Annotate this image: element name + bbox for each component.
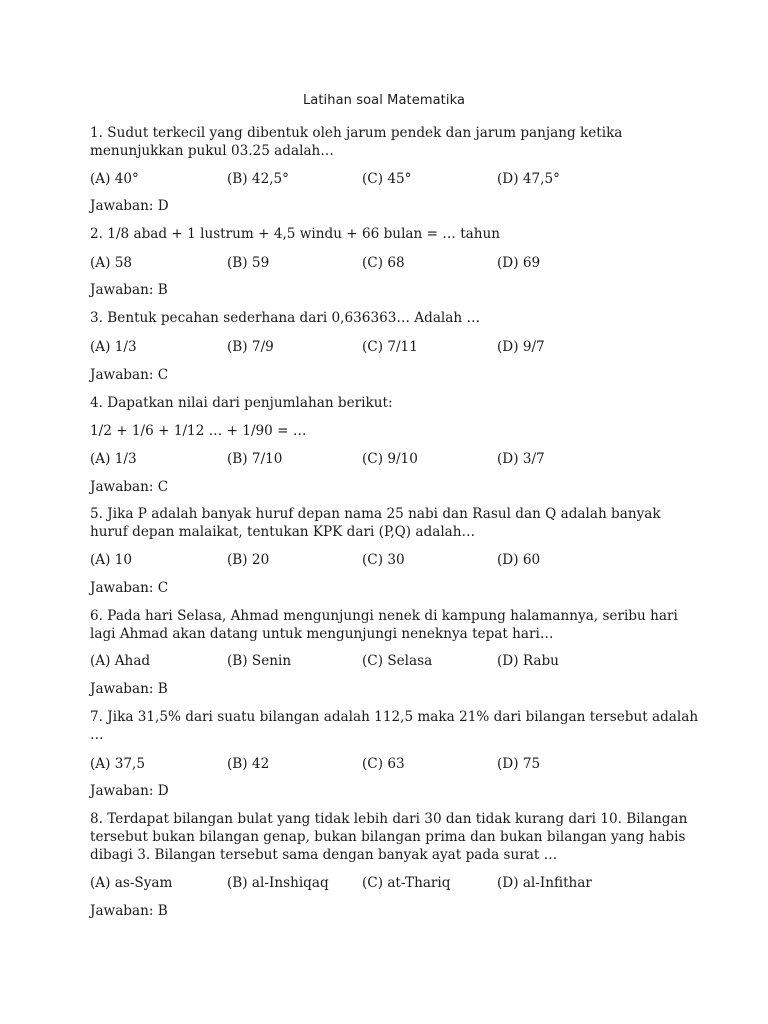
option-b: (B) 7/10 [227,451,283,467]
question-2-answer: Jawaban: B [90,282,168,298]
question-7-line-1: 7. Jika 31,5% dari suatu bilangan adalah 112,5 maka 21% dari bilangan tersebut adalah [90,709,699,725]
option-b: (B) 20 [227,552,270,568]
option-d: (D) 60 [497,552,541,568]
question-8-answer: Jawaban: B [90,903,168,919]
question-1 [90,124,680,160]
question-3-answer: Jawaban: C [90,367,169,383]
question-4-line-2: 1/2 + 1/6 + 1/12 … + 1/90 = … [90,423,307,439]
question-3 [90,309,680,327]
option-a: (A) 37,5 [90,756,146,772]
question-7-answer: Jawaban: D [90,783,169,799]
question-4-line-1-block [90,394,680,412]
question-1-answer: Jawaban: D [90,198,169,214]
option-d: (D) 47,5° [497,171,560,187]
option-d: (D) 3/7 [497,451,545,467]
option-c: (C) 68 [362,255,405,271]
option-c: (C) 63 [362,756,405,772]
option-a: (A) Ahad [90,653,151,669]
option-b: (B) 59 [227,255,270,271]
option-d: (D) al-Infithar [497,875,592,891]
question-8-line-1: 8. Terdapat bilangan bulat yang tidak lebih dari 30 dan tidak kurang dari 10. Bilangan [90,811,688,827]
question-2-line-1: 2. 1/8 abad + 1 lustrum + 4,5 windu + 66 bulan = … tahun [90,226,501,242]
option-a: (A) 40° [90,171,139,187]
question-7-line-2: … [90,727,104,743]
question-7 [90,708,699,744]
option-c: (C) 30 [362,552,405,568]
option-c: (C) 7/11 [362,339,418,355]
option-b: (B) 42,5° [227,171,289,187]
question-6-line-1: 6. Pada hari Selasa, Ahmad mengunjungi nenek di kampung halamannya, seribu hari [90,608,678,624]
question-8 [90,810,688,864]
question-6-line-2: lagi Ahmad akan datang untuk mengunjungi neneknya tepat hari… [90,626,554,642]
document-title: Latihan soal Matematika [302,93,466,108]
option-b: (B) al-Inshiqaq [227,875,329,891]
option-c: (C) 9/10 [362,451,418,467]
question-4-line-1: 4. Dapatkan nilai dari penjumlahan berikut: [90,395,393,411]
option-b: (B) Senin [227,653,292,669]
question-4-answer: Jawaban: C [90,479,169,495]
question-8-line-3: dibagi 3. Bilangan tersebut sama dengan banyak ayat pada surat … [90,847,558,863]
option-d: (D) Rabu [497,653,559,669]
option-d: (D) 75 [497,756,541,772]
option-a: (A) as-Syam [90,875,173,891]
question-5-line-2: huruf depan malaikat, tentukan KPK dari (P,Q) adalah… [90,524,476,540]
question-3-line-1: 3. Bentuk pecahan sederhana dari 0,636363… Adalah … [90,310,481,326]
question-1-line-2: menunjukkan pukul 03.25 adalah… [90,143,334,159]
question-5 [90,505,680,541]
option-a: (A) 1/3 [90,451,137,467]
option-b: (B) 42 [227,756,270,772]
option-c: (C) Selasa [362,653,433,669]
option-c: (C) at-Thariq [362,875,451,891]
option-b: (B) 7/9 [227,339,274,355]
question-6-answer: Jawaban: B [90,681,168,697]
question-4-line-2-block [90,422,680,440]
option-a: (A) 58 [90,255,133,271]
question-5-answer: Jawaban: C [90,580,169,596]
option-a: (A) 10 [90,552,133,568]
option-a: (A) 1/3 [90,339,137,355]
question-8-line-2: tersebut bukan bilangan genap, bukan bilangan prima dan bukan bilangan yang habis [90,829,686,845]
option-c: (C) 45° [362,171,412,187]
question-1-line-1: 1. Sudut terkecil yang dibentuk oleh jarum pendek dan jarum panjang ketika [90,125,623,141]
question-6 [90,607,680,643]
question-5-line-1: 5. Jika P adalah banyak huruf depan nama 25 nabi dan Rasul dan Q adalah banyak [90,506,661,522]
option-d: (D) 9/7 [497,339,545,355]
question-2 [90,225,680,243]
option-d: (D) 69 [497,255,541,271]
